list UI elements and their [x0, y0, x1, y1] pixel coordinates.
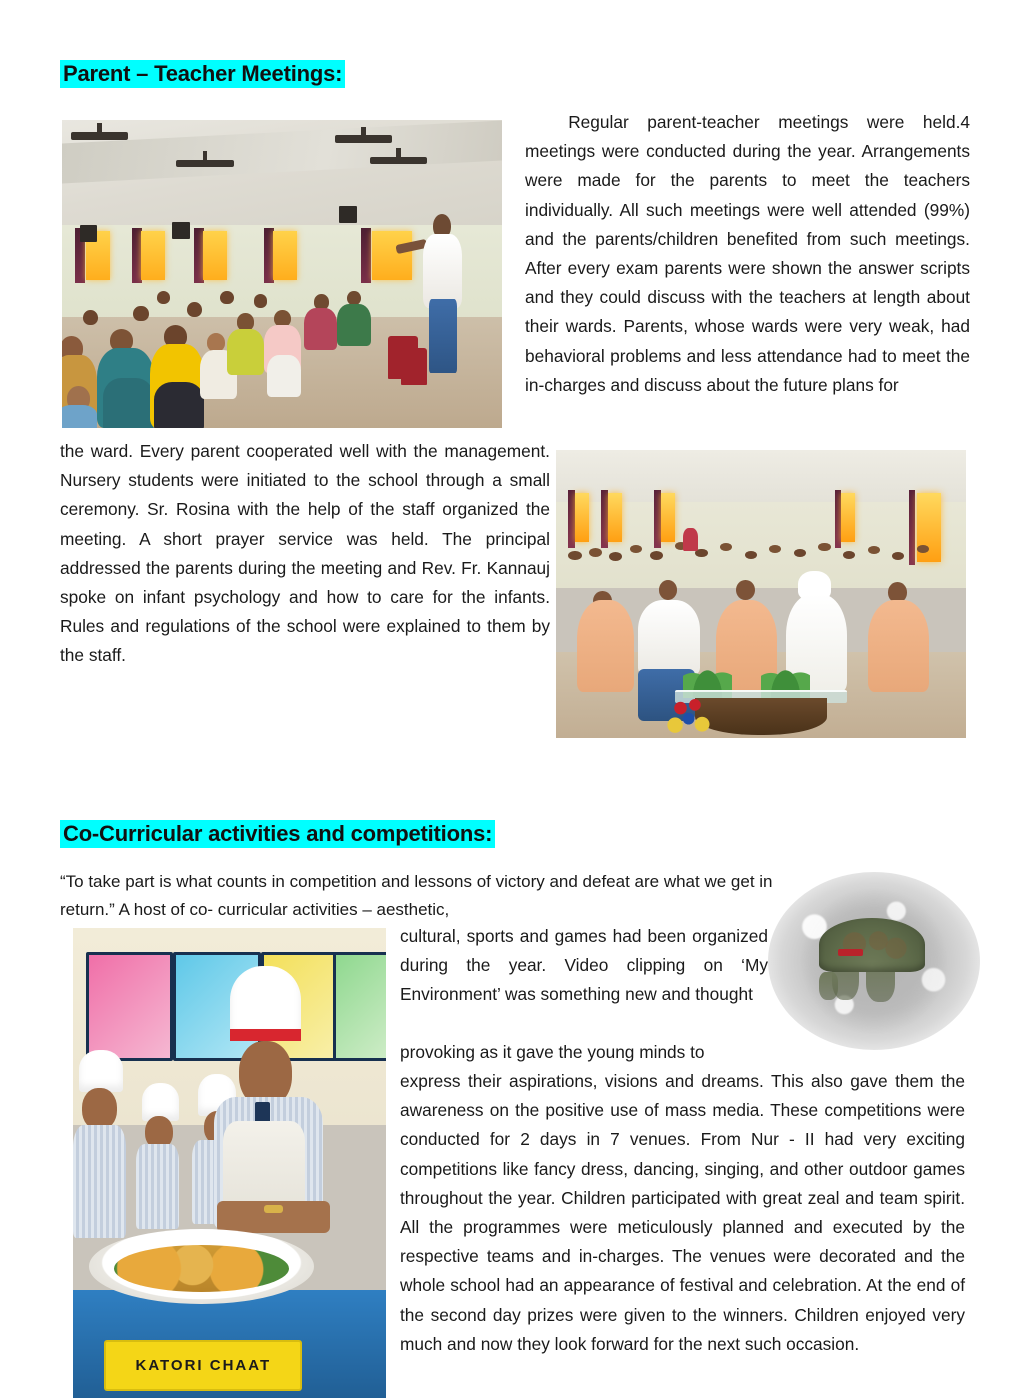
seated-parents-crowd	[62, 237, 388, 428]
chef-hat	[79, 1050, 123, 1092]
photo-scene	[62, 120, 502, 428]
co-curricular-paragraph-bridge	[400, 1038, 770, 1067]
co-curricular-paragraph-narrow	[400, 922, 768, 1010]
floor-bouquet	[667, 692, 712, 738]
teacher-in-sari	[577, 600, 634, 692]
child-uniform	[136, 1144, 180, 1229]
tortoise-shell	[819, 918, 925, 971]
wall-speaker	[172, 222, 190, 239]
katori-chaat-food	[114, 1245, 289, 1292]
co-curricular-text-a: cultural, sports and games had been organized during the year. Video clipping on ‘My Environment’ was something new and thought	[400, 926, 768, 1005]
katori-chaat-sign-text: KATORI CHAAT	[135, 1356, 272, 1374]
person-face	[736, 580, 755, 600]
parent-teacher-paragraph-bottom	[60, 437, 550, 671]
table-base	[695, 698, 826, 735]
parent-teacher-meeting-hall-photo	[62, 120, 502, 428]
heading-co-curricular-label: Co-Curricular activities and competitions:	[60, 820, 495, 848]
co-curricular-quote	[60, 868, 775, 924]
photo-scene	[556, 450, 966, 738]
heading-parent-teacher-meetings	[60, 60, 345, 88]
heading-co-curricular	[60, 820, 495, 848]
plastic-chair	[401, 348, 427, 385]
parent-teacher-paragraph-top	[525, 108, 970, 400]
tortoise-red-band	[838, 949, 863, 956]
display-board	[333, 952, 386, 1061]
co-curricular-paragraph-wide	[400, 1067, 965, 1359]
tortoise-head	[819, 972, 838, 1000]
ceiling-fan	[71, 132, 128, 139]
chef-hat-band	[230, 1029, 302, 1041]
co-curricular-text-b: provoking as it gave the young minds to	[400, 1042, 705, 1062]
person-face	[659, 580, 678, 600]
katori-chaat-sign	[104, 1340, 302, 1391]
parent-teacher-text-b: the ward. Every parent cooperated well with the management. Nursery students were initiated to the school through a small ceremony. Sr. Rosina with the help of the staff organized the meeting. A short prayer service was held. The principal addressed the parents during the meeting and Rev. Fr. Kannauj spoke on infant psychology and how to care for the infants. Rules and regulations of the school were explained to them by the staff.	[60, 441, 550, 666]
presenter-shirt	[423, 234, 463, 308]
presenter-jeans	[429, 299, 457, 373]
parent-teacher-text-a: Regular parent-teacher meetings were held.4 meetings were conducted during the year. Arrangements were made for the parents to meet the teachers individually. All such meetings were well attended (99%) and the parents/children benefited from such meetings. After every exam parents were shown the answer scripts and they could discuss with the teachers at length about their wards. Parents, whose wards were very weak, had behavioral problems and less attendance had to meet the in-charges and discuss about the future plans for	[525, 112, 970, 395]
bangle	[264, 1205, 283, 1213]
display-board	[86, 952, 173, 1061]
ceiling-fan	[335, 135, 392, 142]
dignitaries-seated-photo	[556, 450, 966, 738]
child-face	[82, 1088, 116, 1130]
child-chef-katori-chaat-photo	[73, 928, 386, 1398]
co-curricular-text-c: express their aspirations, visions and dreams. This also gave them the awareness on the positive use of mass media. These competitions were conducted for 2 days in 7 venues. From Nur - II had very exciting competitions like fancy dress, dancing, singing, and other outdoor games throughout the year. Children participated with great zeal and team spirit. All the programmes were meticulously planned and executed by the respective teams and in-charges. The venues were decorated and the whole school had an appearance of festival and celebration. At the end of the second day prizes were given to the winners. Children enjoyed very much and now they look forward for the next such occasion.	[400, 1071, 965, 1354]
ceiling-fan	[370, 157, 427, 164]
photo-scene	[73, 928, 386, 1398]
heading-parent-teacher-label: Parent – Teacher Meetings:	[60, 60, 345, 88]
teacher-in-sari	[868, 600, 930, 692]
tortoise-model-photo	[768, 872, 980, 1050]
wall-speaker	[339, 206, 357, 223]
ceiling-fan	[176, 160, 233, 167]
audience-crowd	[556, 519, 966, 594]
co-curricular-quote-text: “To take part is what counts in competition and lessons of victory and defeat are what we get in return.” A host of co- curricular activities – aesthetic,	[60, 872, 773, 919]
child-uniform	[73, 1125, 126, 1238]
